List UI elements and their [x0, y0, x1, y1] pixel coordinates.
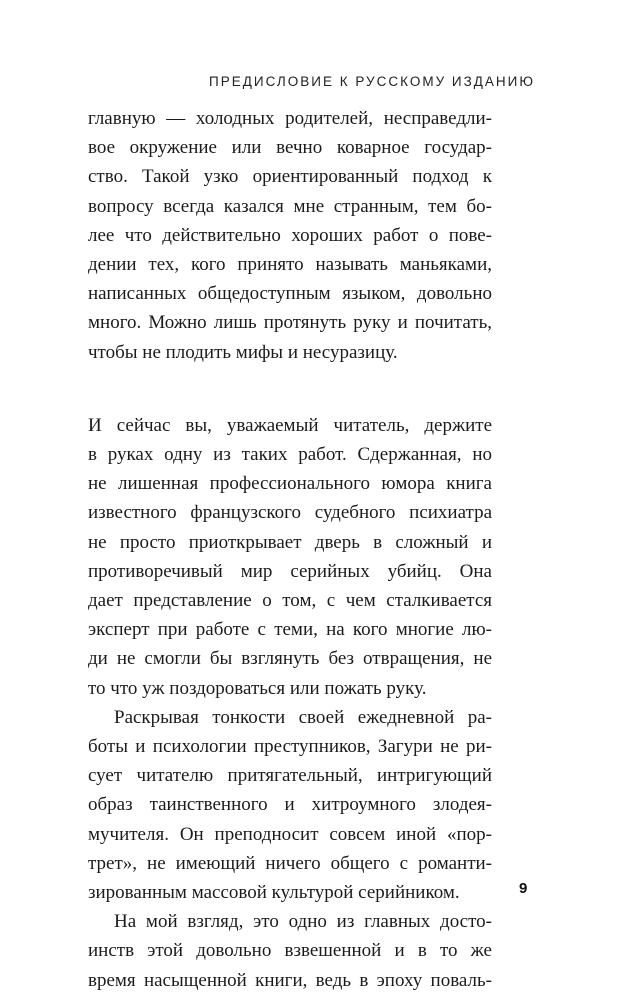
running-header: ПРЕДИСЛОВИЕ К РУССКОМУ ИЗДАНИЮ: [209, 74, 535, 89]
paragraph-2: [88, 411, 492, 703]
text-line: много. Можно лишь протянуть руку и почитать,: [88, 312, 492, 334]
text-line: не просто приоткрывает дверь в сложный и: [88, 531, 492, 553]
text-line: дает представление о том, с чем сталкивается: [88, 590, 492, 612]
text-line: чтобы не плодить мифы и несуразицу.: [88, 341, 398, 363]
text-line: известного французского судебного психиатра: [88, 502, 492, 524]
text-line: противоречивый мир серийных убийц. Она: [88, 560, 492, 582]
body-text: [88, 104, 492, 995]
text-line: образ таинственного и хитроумного злодея-: [88, 794, 492, 816]
text-line: мучителя. Он преподносит совсем иной «пор-: [88, 823, 492, 845]
text-line: главную — холодных родителей, несправедли-: [88, 108, 492, 129]
text-line: эксперт при работе с теми, на кого многие лю-: [88, 619, 492, 641]
text-line: то что уж поздороваться или пожать руку.: [88, 677, 427, 699]
text-line: ство. Такой узко ориентированный подход к: [88, 166, 492, 188]
text-line: трет», не имеющий ничего общего с романти-: [88, 852, 492, 874]
text-line: инств этой довольно взвешенной и в то же: [88, 940, 492, 962]
text-line: ди не смогли бы взглянуть без отвращения, не: [88, 648, 492, 670]
paragraph-3: [88, 703, 492, 907]
text-line: лее что действительно хороших работ о пове-: [88, 224, 492, 246]
text-line: время насыщенной книги, ведь в эпоху поваль-: [88, 969, 492, 991]
text-line: не лишенная профессионального юмора книга: [88, 473, 492, 495]
paragraph-4: [88, 907, 492, 995]
text-line: вое окружение или вечно коварное государ-: [88, 137, 492, 159]
text-line: зированным массовой культурой серийником.: [88, 882, 460, 904]
text-line: И сейчас вы, уважаемый читатель, держите: [88, 414, 492, 436]
page-number: 9: [519, 880, 528, 897]
text-line: боты и психологии преступников, Загури не ри-: [88, 736, 492, 758]
text-line: дении тех, кого принято называть маньяками,: [88, 254, 492, 276]
text-line: сует читателю притягательный, интригующий: [88, 765, 492, 787]
text-line: написанных общедоступным языком, довольно: [88, 283, 492, 305]
text-line: в руках одну из таких работ. Сдержанная, но: [88, 444, 492, 466]
text-line: На мой взгляд, это одно из главных досто-: [114, 911, 492, 933]
paragraph-1: [88, 104, 492, 367]
text-line: Раскрывая тонкости своей ежедневной ра-: [114, 706, 492, 728]
text-line: вопросу всегда казался мне странным, тем бо-: [88, 195, 492, 217]
